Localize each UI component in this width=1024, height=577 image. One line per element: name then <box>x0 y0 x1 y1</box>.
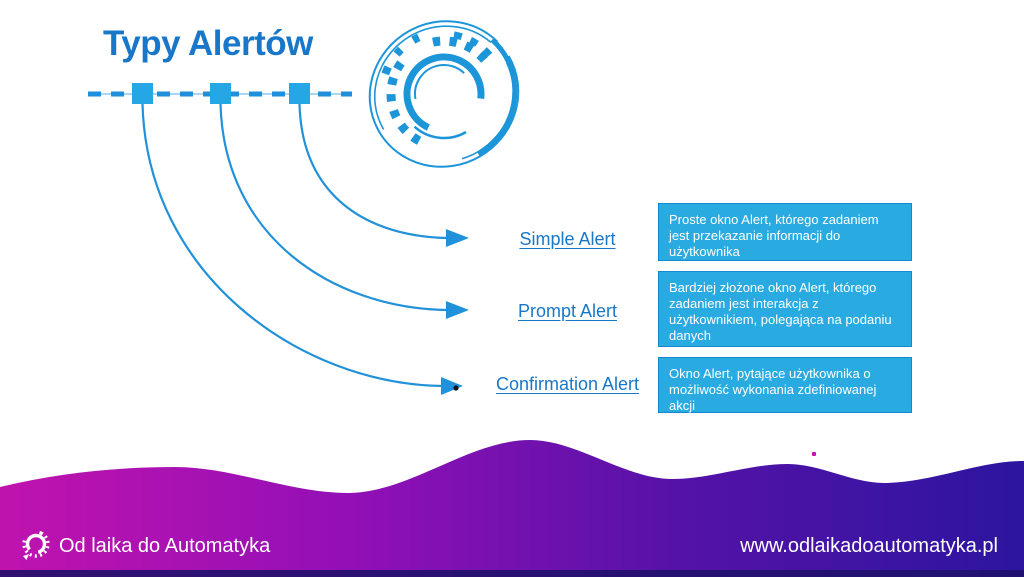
tech-circle-icon <box>366 20 522 170</box>
timeline-node-square-3 <box>289 83 310 104</box>
arrowhead-icon-2 <box>446 301 469 319</box>
footer-website: www.odlaikadoautomatyka.pl <box>740 535 998 557</box>
alert-label-confirmation[interactable]: Confirmation Alert <box>495 374 640 394</box>
footer-brand <box>20 530 270 562</box>
arrowhead-icon-3 <box>441 377 463 395</box>
arrowhead-icon-1 <box>446 229 469 247</box>
alert-description-box-simple: Proste okno Alert, którego zadaniem jest przekazanie informacji do użytkownika <box>658 203 912 261</box>
footer-brand-label: Od laika do Automatyka <box>59 534 271 557</box>
page-title: Typy Alertów <box>103 24 313 63</box>
timeline-node-square-2 <box>210 83 231 104</box>
alert-description-box-confirmation: Okno Alert, pytające użytkownika o możliwość wykonania zdefiniowanej akcji <box>658 357 912 413</box>
alert-description-box-prompt: Bardziej złożone okno Alert, którego zadaniem jest interakcja z użytkownikiem, polegająca na podaniu danych <box>658 271 912 347</box>
gear-icon <box>20 530 50 562</box>
arrow-end-dot <box>453 385 458 390</box>
bottom-navy-bar <box>0 570 1024 577</box>
timeline-node-square-1 <box>132 83 153 104</box>
alert-label-prompt[interactable]: Prompt Alert <box>517 301 618 321</box>
alert-label-simple[interactable]: Simple Alert <box>519 229 616 249</box>
